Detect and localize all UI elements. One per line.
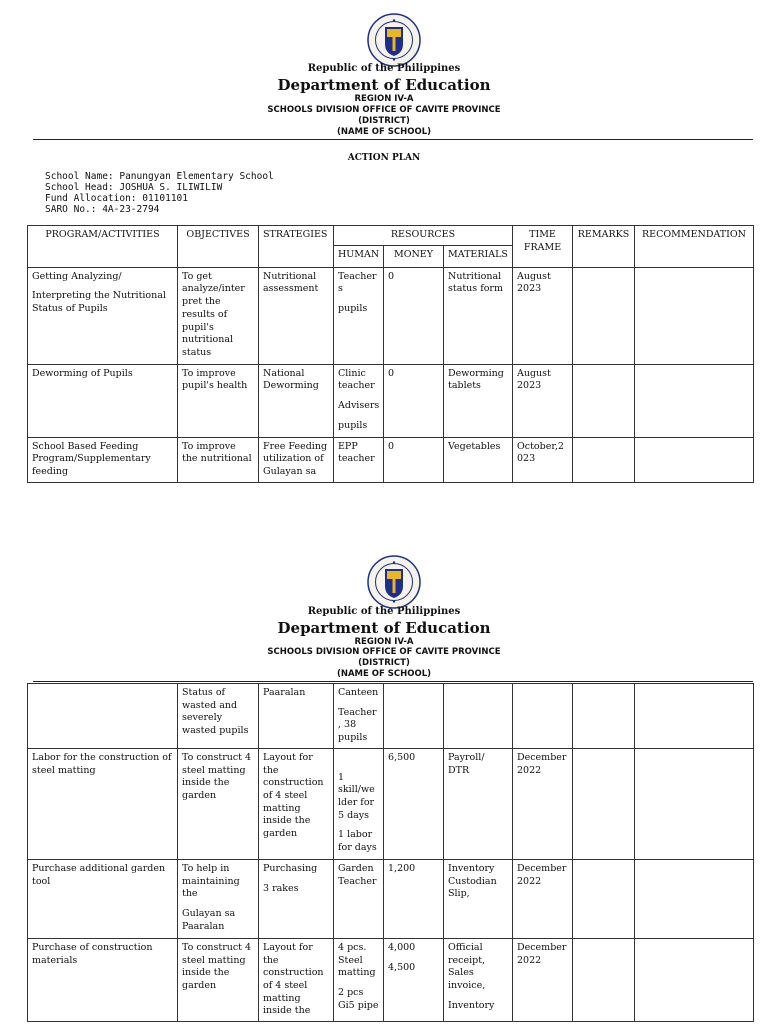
cell-text: Paaralan <box>263 687 306 698</box>
cell-text: Gulayan sa Paaralan <box>182 907 236 932</box>
table-row <box>28 684 754 749</box>
cell-text: Layout for the construction of 4 steel matting inside the garden <box>263 751 324 840</box>
cell-text: December 2022 <box>517 751 567 776</box>
cell-money <box>384 938 444 1021</box>
cell-recommendation <box>635 684 754 749</box>
cell-objectives <box>178 437 259 482</box>
cell-human <box>334 938 384 1021</box>
cell-text: To construct 4 steel matting inside the garden <box>182 941 252 991</box>
cell-materials <box>444 684 513 749</box>
cell-text: Interpreting the Nutritional Status of Pupils <box>32 290 166 315</box>
cell-money <box>384 748 444 859</box>
cell-text: Canteen <box>338 687 379 698</box>
table-body-page-2 <box>28 684 754 1022</box>
cell-money <box>384 684 444 749</box>
cell-text: Teacher , 38 pupils <box>338 706 377 744</box>
cell-human <box>334 267 384 364</box>
school-info <box>45 171 274 215</box>
cell-program <box>28 364 178 437</box>
cell-money <box>384 267 444 364</box>
cell-text: August 2023 <box>517 367 551 392</box>
cell-text: 3 rakes <box>263 882 299 894</box>
cell-materials <box>444 364 513 437</box>
letterhead-district: (DISTRICT) <box>358 658 410 668</box>
cell-text: School Based Feeding Program/Supplementary feeding <box>32 440 151 478</box>
document-title: ACTION PLAN <box>347 153 421 163</box>
cell-text: pupils <box>338 303 368 315</box>
table-row <box>28 938 754 1021</box>
action-plan-table-page-1 <box>27 225 754 483</box>
cell-recommendation <box>635 364 754 437</box>
header-human: HUMAN <box>334 245 384 267</box>
cell-program <box>28 748 178 859</box>
cell-text: To help in maintaining the <box>182 862 240 900</box>
cell-objectives <box>178 748 259 859</box>
cell-text: 2 pcs Gi5 pipe <box>338 986 379 1011</box>
cell-time-frame <box>513 684 573 749</box>
letterhead-divider <box>33 139 753 140</box>
cell-text: 0 <box>388 270 395 282</box>
table-row <box>28 364 754 437</box>
header-program: PROGRAM/ACTIVITIES <box>28 226 178 268</box>
letterhead-department: Department of Education <box>277 76 491 94</box>
cell-time-frame <box>513 748 573 859</box>
deped-seal-icon <box>367 13 421 67</box>
cell-time-frame <box>513 437 573 482</box>
cell-strategies <box>259 938 334 1021</box>
cell-strategies <box>259 859 334 938</box>
header-money: MONEY <box>384 245 444 267</box>
table-body-page-1 <box>28 267 754 482</box>
cell-text: December 2022 <box>517 941 567 966</box>
cell-program <box>28 859 178 938</box>
cell-text: Nutritional assessment <box>263 270 319 295</box>
table-row <box>28 437 754 482</box>
cell-text: 1 labor for days <box>338 829 377 854</box>
cell-human <box>334 859 384 938</box>
cell-remarks <box>573 684 635 749</box>
cell-text: EPP teacher <box>338 440 375 465</box>
cell-objectives <box>178 938 259 1021</box>
cell-remarks <box>573 748 635 859</box>
cell-text: Official receipt, Sales invoice, <box>448 941 486 991</box>
cell-objectives <box>178 684 259 749</box>
cell-human <box>334 437 384 482</box>
cell-human <box>334 684 384 749</box>
cell-money <box>384 859 444 938</box>
cell-objectives <box>178 364 259 437</box>
cell-human <box>334 364 384 437</box>
cell-materials <box>444 437 513 482</box>
saro-number: SARO No.: 4A-23-2794 <box>45 204 160 215</box>
cell-text: 6,500 <box>388 751 416 763</box>
cell-text: Deworming of Pupils <box>32 367 133 379</box>
cell-remarks <box>573 364 635 437</box>
cell-materials <box>444 267 513 364</box>
cell-text: October,2 023 <box>517 440 564 465</box>
cell-text: 1 skill/we lder for 5 days <box>338 771 375 821</box>
letterhead-divider <box>33 681 753 682</box>
cell-text: Purchase of construction materials <box>32 941 153 966</box>
letterhead-department: Department of Education <box>277 619 491 637</box>
cell-recommendation <box>635 437 754 482</box>
letterhead-division: SCHOOLS DIVISION OFFICE OF CAVITE PROVINCE <box>267 105 501 115</box>
cell-text: Purchasing <box>263 862 318 874</box>
letterhead-republic: Republic of the Philippines <box>307 606 461 617</box>
cell-text: To construct 4 steel matting inside the garden <box>182 751 252 801</box>
letterhead-district: (DISTRICT) <box>358 116 410 126</box>
cell-materials <box>444 859 513 938</box>
cell-recommendation <box>635 859 754 938</box>
letterhead-region: REGION IV-A <box>354 94 414 104</box>
letterhead-republic: Republic of the Philippines <box>307 63 461 74</box>
cell-remarks <box>573 437 635 482</box>
header-objectives: OBJECTIVES <box>178 226 259 268</box>
letterhead-region: REGION IV-A <box>354 637 414 647</box>
cell-text: Advisers <box>338 400 380 412</box>
cell-text: August 2023 <box>517 270 551 295</box>
cell-text: Free Feeding utilization of Gulayan sa <box>263 440 328 478</box>
table-row <box>28 748 754 859</box>
cell-text <box>338 752 379 765</box>
fund-allocation: Fund Allocation: 01101101 <box>45 193 188 204</box>
cell-objectives <box>178 267 259 364</box>
cell-human <box>334 748 384 859</box>
table-row <box>28 859 754 938</box>
cell-remarks <box>573 267 635 364</box>
cell-text: 0 <box>388 367 395 379</box>
cell-program <box>28 684 178 749</box>
cell-text: 1,200 <box>388 862 416 874</box>
cell-materials <box>444 938 513 1021</box>
cell-text: 4,000 <box>388 941 416 953</box>
cell-time-frame <box>513 267 573 364</box>
cell-time-frame <box>513 859 573 938</box>
cell-recommendation <box>635 267 754 364</box>
cell-text: 4,500 <box>388 961 416 973</box>
school-name: School Name: Panungyan Elementary School <box>45 171 274 182</box>
cell-text: Purchase additional garden tool <box>32 862 166 887</box>
cell-text: pupils <box>338 419 368 431</box>
cell-recommendation <box>635 748 754 859</box>
cell-program <box>28 437 178 482</box>
cell-text: Inventory Custodian Slip, <box>448 862 497 900</box>
cell-recommendation <box>635 938 754 1021</box>
cell-strategies <box>259 267 334 364</box>
header-recommendation: RECOMMENDATION <box>635 226 754 268</box>
letterhead-school: (NAME OF SCHOOL) <box>336 669 432 679</box>
cell-program <box>28 267 178 364</box>
table-row <box>28 267 754 364</box>
cell-strategies <box>259 437 334 482</box>
cell-time-frame <box>513 938 573 1021</box>
cell-text: National Deworming <box>263 367 319 392</box>
document-page-2 <box>0 548 768 1024</box>
cell-money <box>384 364 444 437</box>
cell-text: To get analyze/inter pret the results of pupil's nutritional status <box>182 270 245 358</box>
header-time-frame: TIME FRAME <box>513 226 573 268</box>
deped-seal-icon <box>367 555 421 609</box>
cell-text: Vegetables <box>448 440 501 452</box>
letterhead-school: (NAME OF SCHOOL) <box>336 127 432 137</box>
letterhead-division: SCHOOLS DIVISION OFFICE OF CAVITE PROVINCE <box>267 647 501 657</box>
cell-text: Deworming tablets <box>448 367 504 392</box>
cell-text: December 2022 <box>517 862 567 887</box>
action-plan-table-page-2 <box>27 683 754 1022</box>
header-resources: RESOURCES <box>334 226 513 246</box>
cell-text: Nutritional status form <box>448 270 503 295</box>
cell-money <box>384 437 444 482</box>
cell-time-frame <box>513 364 573 437</box>
cell-text: Layout for the construction of 4 steel matting inside the <box>263 941 324 1017</box>
cell-program <box>28 938 178 1021</box>
cell-text: To improve pupil's health <box>182 367 248 392</box>
header-materials: MATERIALS <box>444 245 513 267</box>
cell-text: Garden Teacher <box>338 862 377 887</box>
cell-text: Inventory <box>448 999 495 1011</box>
cell-text: To improve the nutritional <box>182 440 252 465</box>
cell-text: Clinic teacher <box>338 367 375 392</box>
cell-text: 4 pcs. Steel matting <box>338 941 376 979</box>
cell-objectives <box>178 859 259 938</box>
cell-strategies <box>259 748 334 859</box>
cell-strategies <box>259 684 334 749</box>
school-head: School Head: JOSHUA S. ILIWILIW <box>45 182 223 193</box>
document-page-1 <box>0 0 768 480</box>
cell-text: Payroll/ DTR <box>448 751 485 776</box>
cell-remarks <box>573 859 635 938</box>
cell-text: Getting Analyzing/ <box>32 270 122 282</box>
cell-materials <box>444 748 513 859</box>
cell-strategies <box>259 364 334 437</box>
header-strategies: STRATEGIES <box>259 226 334 268</box>
cell-text: Teacher s <box>338 270 377 295</box>
header-remarks: REMARKS <box>573 226 635 268</box>
cell-text: Status of wasted and severely wasted pupils <box>182 687 249 737</box>
cell-remarks <box>573 938 635 1021</box>
cell-text: Labor for the construction of steel matting <box>32 751 172 776</box>
cell-text: 0 <box>388 440 395 452</box>
